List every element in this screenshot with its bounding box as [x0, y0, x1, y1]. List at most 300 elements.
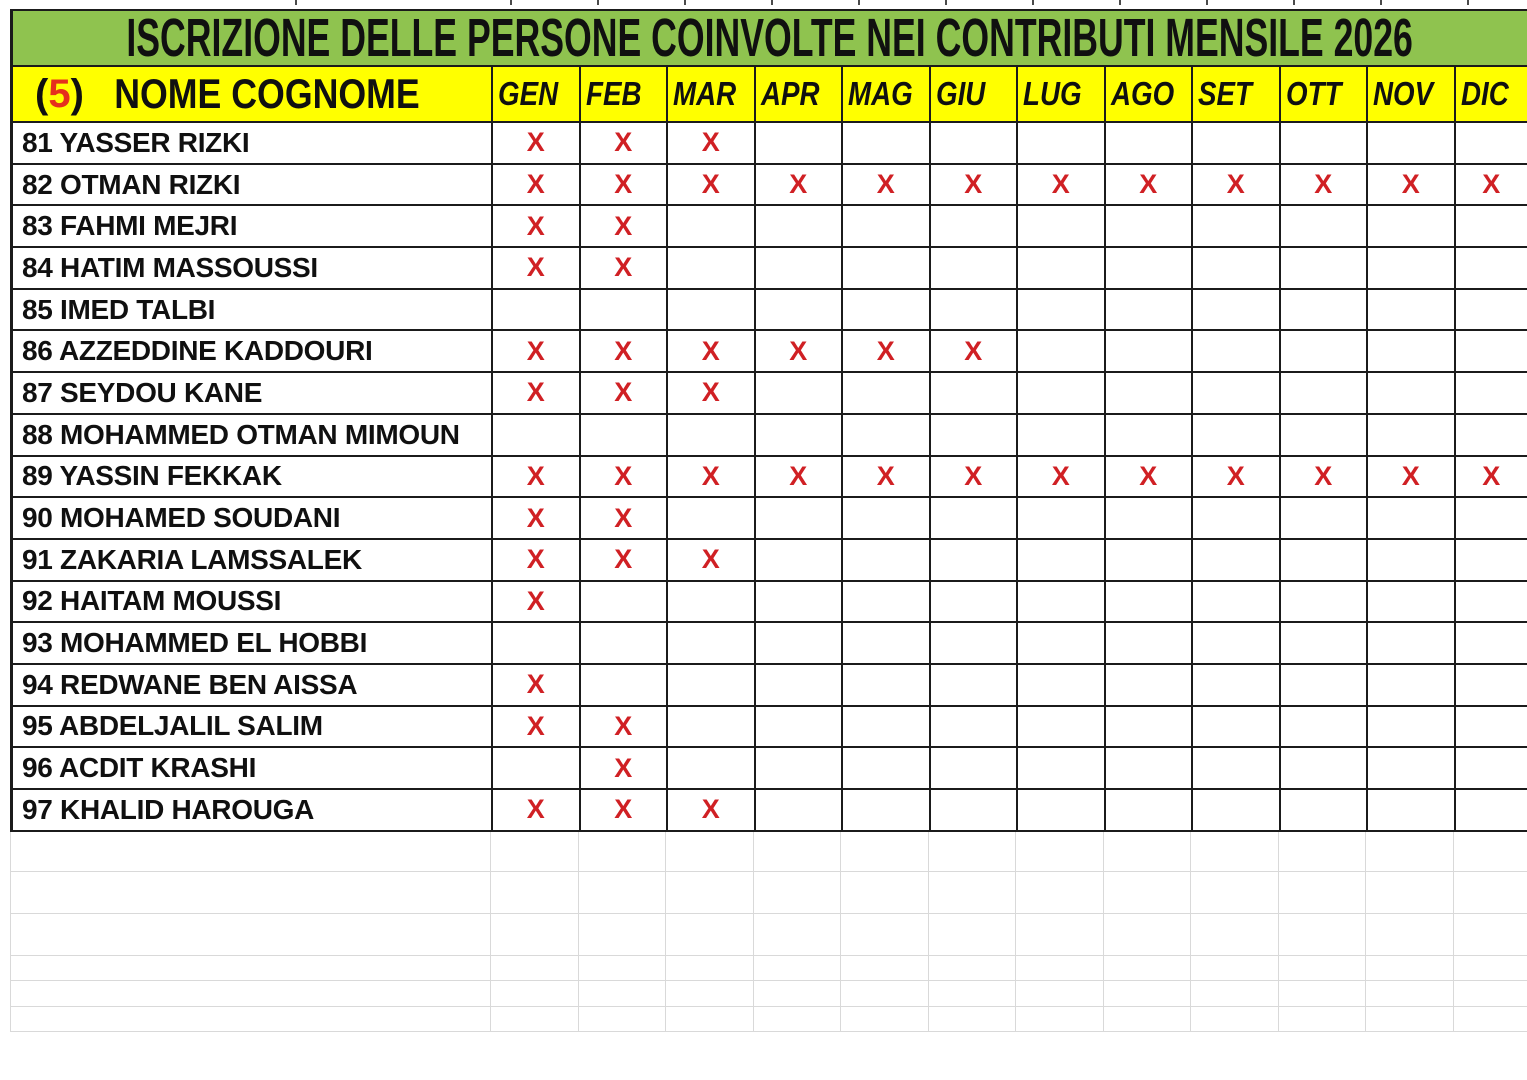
- month-header-set[interactable]: [1193, 67, 1281, 123]
- mark-cell-empty[interactable]: [1281, 665, 1369, 707]
- mark-cell-empty[interactable]: [1106, 290, 1194, 332]
- mark-cell-empty[interactable]: [843, 707, 931, 749]
- empty-cell[interactable]: [1191, 956, 1279, 981]
- mark-cell-x[interactable]: X: [668, 331, 756, 373]
- empty-cell[interactable]: [1191, 1007, 1279, 1032]
- mark-cell-empty[interactable]: [1106, 623, 1194, 665]
- empty-cell[interactable]: [11, 832, 491, 872]
- mark-cell-empty[interactable]: [756, 123, 844, 165]
- mark-cell-empty[interactable]: [1281, 540, 1369, 582]
- mark-cell-empty[interactable]: [668, 748, 756, 790]
- empty-cell[interactable]: [491, 1007, 579, 1032]
- month-header-mag[interactable]: [843, 67, 931, 123]
- mark-cell-empty[interactable]: [1456, 331, 1527, 373]
- empty-cell[interactable]: [754, 872, 842, 914]
- mark-cell-x[interactable]: X: [493, 165, 581, 207]
- mark-cell-empty[interactable]: [1018, 707, 1106, 749]
- mark-cell-x[interactable]: X: [1281, 457, 1369, 499]
- mark-cell-x[interactable]: X: [493, 457, 581, 499]
- mark-cell-empty[interactable]: [1106, 206, 1194, 248]
- empty-cell[interactable]: [11, 914, 491, 956]
- empty-cell[interactable]: [1454, 956, 1527, 981]
- mark-cell-empty[interactable]: [1193, 206, 1281, 248]
- mark-cell-empty[interactable]: [1106, 665, 1194, 707]
- mark-cell-empty[interactable]: [1281, 373, 1369, 415]
- mark-cell-x[interactable]: X: [493, 540, 581, 582]
- empty-cell[interactable]: [1366, 1007, 1454, 1032]
- mark-cell-empty[interactable]: [1018, 790, 1106, 832]
- mark-cell-empty[interactable]: [1018, 623, 1106, 665]
- mark-cell-empty[interactable]: [1281, 748, 1369, 790]
- mark-cell-empty[interactable]: [1018, 248, 1106, 290]
- mark-cell-empty[interactable]: [668, 248, 756, 290]
- mark-cell-x[interactable]: X: [1106, 165, 1194, 207]
- mark-cell-empty[interactable]: [581, 623, 669, 665]
- mark-cell-empty[interactable]: [1456, 707, 1527, 749]
- mark-cell-empty[interactable]: [931, 373, 1019, 415]
- mark-cell-empty[interactable]: [843, 290, 931, 332]
- mark-cell-empty[interactable]: [843, 665, 931, 707]
- mark-cell-empty[interactable]: [581, 415, 669, 457]
- mark-cell-empty[interactable]: [1368, 248, 1456, 290]
- empty-cell[interactable]: [1366, 832, 1454, 872]
- empty-cell[interactable]: [1279, 1007, 1367, 1032]
- empty-cell[interactable]: [1016, 832, 1104, 872]
- mark-cell-empty[interactable]: [1281, 623, 1369, 665]
- mark-cell-empty[interactable]: [756, 248, 844, 290]
- empty-cell[interactable]: [1191, 872, 1279, 914]
- empty-cell[interactable]: [1104, 1007, 1192, 1032]
- empty-cell[interactable]: [666, 956, 754, 981]
- mark-cell-empty[interactable]: [1106, 248, 1194, 290]
- mark-cell-x[interactable]: X: [581, 123, 669, 165]
- empty-cell[interactable]: [929, 914, 1017, 956]
- mark-cell-x[interactable]: X: [493, 373, 581, 415]
- mark-cell-empty[interactable]: [1018, 582, 1106, 624]
- mark-cell-x[interactable]: X: [581, 540, 669, 582]
- mark-cell-x[interactable]: X: [668, 373, 756, 415]
- mark-cell-x[interactable]: X: [756, 331, 844, 373]
- mark-cell-x[interactable]: X: [668, 123, 756, 165]
- month-header-lug[interactable]: [1018, 67, 1106, 123]
- empty-cell[interactable]: [11, 981, 491, 1007]
- mark-cell-x[interactable]: X: [581, 248, 669, 290]
- month-header-mar[interactable]: [668, 67, 756, 123]
- mark-cell-x[interactable]: X: [493, 790, 581, 832]
- empty-cell[interactable]: [491, 832, 579, 872]
- empty-cell[interactable]: [491, 981, 579, 1007]
- mark-cell-empty[interactable]: [1018, 665, 1106, 707]
- mark-cell-empty[interactable]: [931, 415, 1019, 457]
- mark-cell-x[interactable]: X: [1456, 457, 1527, 499]
- empty-cell[interactable]: [929, 981, 1017, 1007]
- mark-cell-empty[interactable]: [843, 123, 931, 165]
- empty-cell[interactable]: [1279, 956, 1367, 981]
- mark-cell-empty[interactable]: [1281, 790, 1369, 832]
- title-banner-cell[interactable]: [10, 9, 1527, 67]
- mark-cell-x[interactable]: X: [493, 206, 581, 248]
- person-name-cell[interactable]: 93 MOHAMMED EL HOBBI: [13, 623, 493, 665]
- mark-cell-empty[interactable]: [1193, 331, 1281, 373]
- empty-cell[interactable]: [666, 1007, 754, 1032]
- empty-cell[interactable]: [491, 914, 579, 956]
- mark-cell-empty[interactable]: [1193, 415, 1281, 457]
- empty-cell[interactable]: [841, 872, 929, 914]
- person-name-cell[interactable]: 88 MOHAMMED OTMAN MIMOUN: [13, 415, 493, 457]
- mark-cell-x[interactable]: X: [931, 457, 1019, 499]
- mark-cell-empty[interactable]: [1193, 623, 1281, 665]
- mark-cell-empty[interactable]: [1456, 373, 1527, 415]
- empty-cell[interactable]: [1104, 872, 1192, 914]
- mark-cell-empty[interactable]: [1281, 290, 1369, 332]
- month-header-giu[interactable]: [931, 67, 1019, 123]
- mark-cell-empty[interactable]: [1018, 498, 1106, 540]
- mark-cell-empty[interactable]: [668, 623, 756, 665]
- mark-cell-x[interactable]: X: [493, 582, 581, 624]
- empty-cell[interactable]: [1016, 1007, 1104, 1032]
- month-header-apr[interactable]: [756, 67, 844, 123]
- mark-cell-empty[interactable]: [1368, 373, 1456, 415]
- mark-cell-empty[interactable]: [1456, 790, 1527, 832]
- empty-cell[interactable]: [1366, 956, 1454, 981]
- mark-cell-empty[interactable]: [843, 498, 931, 540]
- mark-cell-x[interactable]: X: [1018, 165, 1106, 207]
- mark-cell-x[interactable]: X: [493, 123, 581, 165]
- empty-cell[interactable]: [579, 832, 667, 872]
- mark-cell-empty[interactable]: [843, 790, 931, 832]
- mark-cell-empty[interactable]: [493, 623, 581, 665]
- mark-cell-empty[interactable]: [1368, 415, 1456, 457]
- mark-cell-empty[interactable]: [1368, 123, 1456, 165]
- mark-cell-empty[interactable]: [1106, 498, 1194, 540]
- mark-cell-x[interactable]: X: [843, 165, 931, 207]
- empty-cell[interactable]: [1279, 832, 1367, 872]
- mark-cell-empty[interactable]: [843, 248, 931, 290]
- mark-cell-empty[interactable]: [581, 582, 669, 624]
- mark-cell-empty[interactable]: [843, 206, 931, 248]
- person-name-cell[interactable]: 81 YASSER RIZKI: [13, 123, 493, 165]
- mark-cell-x[interactable]: X: [668, 790, 756, 832]
- mark-cell-empty[interactable]: [668, 415, 756, 457]
- mark-cell-empty[interactable]: [1368, 790, 1456, 832]
- empty-cell[interactable]: [1454, 1007, 1527, 1032]
- mark-cell-empty[interactable]: [931, 498, 1019, 540]
- mark-cell-empty[interactable]: [756, 498, 844, 540]
- mark-cell-empty[interactable]: [1018, 373, 1106, 415]
- mark-cell-empty[interactable]: [1018, 123, 1106, 165]
- empty-cell[interactable]: [11, 1007, 491, 1032]
- mark-cell-empty[interactable]: [843, 582, 931, 624]
- mark-cell-empty[interactable]: [668, 206, 756, 248]
- mark-cell-x[interactable]: X: [493, 331, 581, 373]
- empty-cell[interactable]: [1279, 872, 1367, 914]
- month-header-ago[interactable]: [1106, 67, 1194, 123]
- mark-cell-x[interactable]: X: [756, 165, 844, 207]
- mark-cell-x[interactable]: X: [581, 331, 669, 373]
- mark-cell-empty[interactable]: [1456, 123, 1527, 165]
- mark-cell-empty[interactable]: [1368, 331, 1456, 373]
- mark-cell-empty[interactable]: [1106, 123, 1194, 165]
- mark-cell-empty[interactable]: [1193, 248, 1281, 290]
- empty-cell[interactable]: [841, 1007, 929, 1032]
- empty-cell[interactable]: [929, 832, 1017, 872]
- person-name-cell[interactable]: 82 OTMAN RIZKI: [13, 165, 493, 207]
- mark-cell-empty[interactable]: [931, 582, 1019, 624]
- empty-cell[interactable]: [841, 981, 929, 1007]
- empty-cell[interactable]: [491, 956, 579, 981]
- person-name-cell[interactable]: 92 HAITAM MOUSSI: [13, 582, 493, 624]
- mark-cell-empty[interactable]: [931, 707, 1019, 749]
- mark-cell-empty[interactable]: [1368, 540, 1456, 582]
- mark-cell-empty[interactable]: [1106, 582, 1194, 624]
- empty-cell[interactable]: [1454, 832, 1527, 872]
- mark-cell-empty[interactable]: [756, 665, 844, 707]
- mark-cell-empty[interactable]: [1018, 206, 1106, 248]
- mark-cell-empty[interactable]: [931, 540, 1019, 582]
- mark-cell-empty[interactable]: [1368, 290, 1456, 332]
- mark-cell-empty[interactable]: [756, 623, 844, 665]
- empty-cell[interactable]: [754, 832, 842, 872]
- empty-cell[interactable]: [754, 914, 842, 956]
- person-name-cell[interactable]: 91 ZAKARIA LAMSSALEK: [13, 540, 493, 582]
- mark-cell-empty[interactable]: [1018, 331, 1106, 373]
- mark-cell-empty[interactable]: [1106, 707, 1194, 749]
- empty-cell[interactable]: [1016, 956, 1104, 981]
- person-name-cell[interactable]: 85 IMED TALBI: [13, 290, 493, 332]
- mark-cell-x[interactable]: X: [1456, 165, 1527, 207]
- empty-cell[interactable]: [754, 981, 842, 1007]
- mark-cell-empty[interactable]: [1106, 790, 1194, 832]
- mark-cell-empty[interactable]: [581, 290, 669, 332]
- mark-cell-x[interactable]: X: [581, 206, 669, 248]
- mark-cell-empty[interactable]: [756, 748, 844, 790]
- mark-cell-empty[interactable]: [493, 415, 581, 457]
- month-header-ott[interactable]: [1281, 67, 1369, 123]
- mark-cell-empty[interactable]: [1193, 123, 1281, 165]
- mark-cell-empty[interactable]: [668, 582, 756, 624]
- mark-cell-empty[interactable]: [1106, 748, 1194, 790]
- mark-cell-x[interactable]: X: [668, 457, 756, 499]
- empty-cell[interactable]: [1016, 872, 1104, 914]
- empty-cell[interactable]: [666, 832, 754, 872]
- empty-cell[interactable]: [1191, 832, 1279, 872]
- mark-cell-empty[interactable]: [1456, 665, 1527, 707]
- mark-cell-x[interactable]: X: [1193, 457, 1281, 499]
- empty-cell[interactable]: [666, 914, 754, 956]
- mark-cell-x[interactable]: X: [493, 707, 581, 749]
- empty-cell[interactable]: [1366, 914, 1454, 956]
- empty-cell[interactable]: [1104, 981, 1192, 1007]
- mark-cell-empty[interactable]: [1368, 748, 1456, 790]
- empty-cell[interactable]: [1454, 872, 1527, 914]
- mark-cell-x[interactable]: X: [1368, 457, 1456, 499]
- person-name-cell[interactable]: 86 AZZEDDINE KADDOURI: [13, 331, 493, 373]
- empty-cell[interactable]: [929, 1007, 1017, 1032]
- mark-cell-empty[interactable]: [931, 206, 1019, 248]
- person-name-cell[interactable]: 84 HATIM MASSOUSSI: [13, 248, 493, 290]
- mark-cell-empty[interactable]: [668, 707, 756, 749]
- person-name-cell[interactable]: 89 YASSIN FEKKAK: [13, 457, 493, 499]
- empty-cell[interactable]: [579, 956, 667, 981]
- mark-cell-x[interactable]: X: [931, 331, 1019, 373]
- mark-cell-empty[interactable]: [1281, 415, 1369, 457]
- mark-cell-empty[interactable]: [843, 540, 931, 582]
- mark-cell-empty[interactable]: [668, 290, 756, 332]
- empty-cell[interactable]: [1191, 981, 1279, 1007]
- empty-cell[interactable]: [1279, 981, 1367, 1007]
- mark-cell-empty[interactable]: [1281, 331, 1369, 373]
- empty-cell[interactable]: [1454, 981, 1527, 1007]
- mark-cell-empty[interactable]: [756, 290, 844, 332]
- mark-cell-x[interactable]: X: [581, 165, 669, 207]
- mark-cell-empty[interactable]: [493, 748, 581, 790]
- empty-cell[interactable]: [754, 956, 842, 981]
- mark-cell-x[interactable]: X: [843, 331, 931, 373]
- month-header-nov[interactable]: [1368, 67, 1456, 123]
- mark-cell-empty[interactable]: [1368, 582, 1456, 624]
- mark-cell-x[interactable]: X: [756, 457, 844, 499]
- empty-cell[interactable]: [579, 914, 667, 956]
- mark-cell-empty[interactable]: [1456, 623, 1527, 665]
- mark-cell-empty[interactable]: [756, 373, 844, 415]
- mark-cell-empty[interactable]: [843, 373, 931, 415]
- mark-cell-empty[interactable]: [843, 415, 931, 457]
- month-header-gen[interactable]: [493, 67, 581, 123]
- mark-cell-empty[interactable]: [1193, 707, 1281, 749]
- mark-cell-empty[interactable]: [931, 123, 1019, 165]
- mark-cell-empty[interactable]: [756, 790, 844, 832]
- mark-cell-x[interactable]: X: [493, 498, 581, 540]
- mark-cell-x[interactable]: X: [581, 373, 669, 415]
- mark-cell-empty[interactable]: [1106, 540, 1194, 582]
- person-name-cell[interactable]: 97 KHALID HAROUGA: [13, 790, 493, 832]
- person-name-cell[interactable]: 83 FAHMI MEJRI: [13, 206, 493, 248]
- month-header-dic[interactable]: [1456, 67, 1527, 123]
- mark-cell-empty[interactable]: [1281, 707, 1369, 749]
- empty-cell[interactable]: [1366, 872, 1454, 914]
- mark-cell-empty[interactable]: [581, 665, 669, 707]
- mark-cell-empty[interactable]: [668, 665, 756, 707]
- mark-cell-empty[interactable]: [1456, 290, 1527, 332]
- mark-cell-empty[interactable]: [1193, 748, 1281, 790]
- mark-cell-x[interactable]: X: [1018, 457, 1106, 499]
- mark-cell-empty[interactable]: [1368, 206, 1456, 248]
- mark-cell-empty[interactable]: [756, 582, 844, 624]
- empty-cell[interactable]: [666, 981, 754, 1007]
- mark-cell-empty[interactable]: [1193, 665, 1281, 707]
- person-name-cell[interactable]: 94 REDWANE BEN AISSA: [13, 665, 493, 707]
- mark-cell-empty[interactable]: [931, 665, 1019, 707]
- mark-cell-x[interactable]: X: [931, 165, 1019, 207]
- mark-cell-x[interactable]: X: [581, 748, 669, 790]
- empty-cell[interactable]: [929, 872, 1017, 914]
- mark-cell-empty[interactable]: [493, 290, 581, 332]
- mark-cell-empty[interactable]: [843, 748, 931, 790]
- empty-cell[interactable]: [1454, 914, 1527, 956]
- month-header-feb[interactable]: [581, 67, 669, 123]
- mark-cell-empty[interactable]: [1018, 290, 1106, 332]
- mark-cell-empty[interactable]: [1456, 498, 1527, 540]
- mark-cell-x[interactable]: X: [843, 457, 931, 499]
- mark-cell-empty[interactable]: [1193, 582, 1281, 624]
- empty-cell[interactable]: [841, 956, 929, 981]
- empty-cell[interactable]: [491, 872, 579, 914]
- mark-cell-x[interactable]: X: [1193, 165, 1281, 207]
- mark-cell-empty[interactable]: [1368, 707, 1456, 749]
- empty-cell[interactable]: [1104, 914, 1192, 956]
- mark-cell-x[interactable]: X: [1281, 165, 1369, 207]
- mark-cell-empty[interactable]: [1018, 748, 1106, 790]
- empty-cell[interactable]: [841, 832, 929, 872]
- mark-cell-empty[interactable]: [1456, 415, 1527, 457]
- empty-cell[interactable]: [1016, 914, 1104, 956]
- person-name-cell[interactable]: 95 ABDELJALIL SALIM: [13, 707, 493, 749]
- mark-cell-empty[interactable]: [756, 415, 844, 457]
- mark-cell-empty[interactable]: [1281, 582, 1369, 624]
- mark-cell-x[interactable]: X: [581, 457, 669, 499]
- mark-cell-empty[interactable]: [1018, 415, 1106, 457]
- mark-cell-empty[interactable]: [756, 707, 844, 749]
- mark-cell-empty[interactable]: [1193, 498, 1281, 540]
- empty-cell[interactable]: [579, 1007, 667, 1032]
- empty-cell[interactable]: [1104, 956, 1192, 981]
- mark-cell-empty[interactable]: [1456, 248, 1527, 290]
- mark-cell-empty[interactable]: [931, 748, 1019, 790]
- mark-cell-empty[interactable]: [1106, 331, 1194, 373]
- mark-cell-empty[interactable]: [931, 248, 1019, 290]
- mark-cell-empty[interactable]: [756, 540, 844, 582]
- mark-cell-empty[interactable]: [1193, 540, 1281, 582]
- empty-cell[interactable]: [1191, 914, 1279, 956]
- mark-cell-empty[interactable]: [1456, 540, 1527, 582]
- empty-cell[interactable]: [754, 1007, 842, 1032]
- name-column-header-cell[interactable]: [13, 67, 493, 123]
- mark-cell-empty[interactable]: [1106, 373, 1194, 415]
- mark-cell-empty[interactable]: [931, 290, 1019, 332]
- empty-cell[interactable]: [929, 956, 1017, 981]
- mark-cell-empty[interactable]: [1368, 623, 1456, 665]
- empty-cell[interactable]: [1279, 914, 1367, 956]
- mark-cell-empty[interactable]: [1281, 248, 1369, 290]
- person-name-cell[interactable]: 87 SEYDOU KANE: [13, 373, 493, 415]
- mark-cell-empty[interactable]: [931, 790, 1019, 832]
- mark-cell-empty[interactable]: [668, 498, 756, 540]
- mark-cell-empty[interactable]: [1193, 290, 1281, 332]
- mark-cell-empty[interactable]: [843, 623, 931, 665]
- mark-cell-empty[interactable]: [1368, 665, 1456, 707]
- mark-cell-empty[interactable]: [1193, 373, 1281, 415]
- empty-cell[interactable]: [11, 872, 491, 914]
- mark-cell-empty[interactable]: [1281, 206, 1369, 248]
- empty-cell[interactable]: [579, 872, 667, 914]
- mark-cell-empty[interactable]: [1106, 415, 1194, 457]
- mark-cell-x[interactable]: X: [493, 665, 581, 707]
- empty-cell[interactable]: [1366, 981, 1454, 1007]
- empty-cell[interactable]: [841, 914, 929, 956]
- mark-cell-x[interactable]: X: [668, 540, 756, 582]
- mark-cell-empty[interactable]: [1456, 748, 1527, 790]
- mark-cell-empty[interactable]: [1456, 582, 1527, 624]
- person-name-cell[interactable]: 96 ACDIT KRASHI: [13, 748, 493, 790]
- mark-cell-empty[interactable]: [1456, 206, 1527, 248]
- empty-cell[interactable]: [579, 981, 667, 1007]
- mark-cell-x[interactable]: X: [1368, 165, 1456, 207]
- empty-cell[interactable]: [1104, 832, 1192, 872]
- mark-cell-empty[interactable]: [756, 206, 844, 248]
- empty-cell[interactable]: [666, 872, 754, 914]
- mark-cell-x[interactable]: X: [668, 165, 756, 207]
- mark-cell-empty[interactable]: [931, 623, 1019, 665]
